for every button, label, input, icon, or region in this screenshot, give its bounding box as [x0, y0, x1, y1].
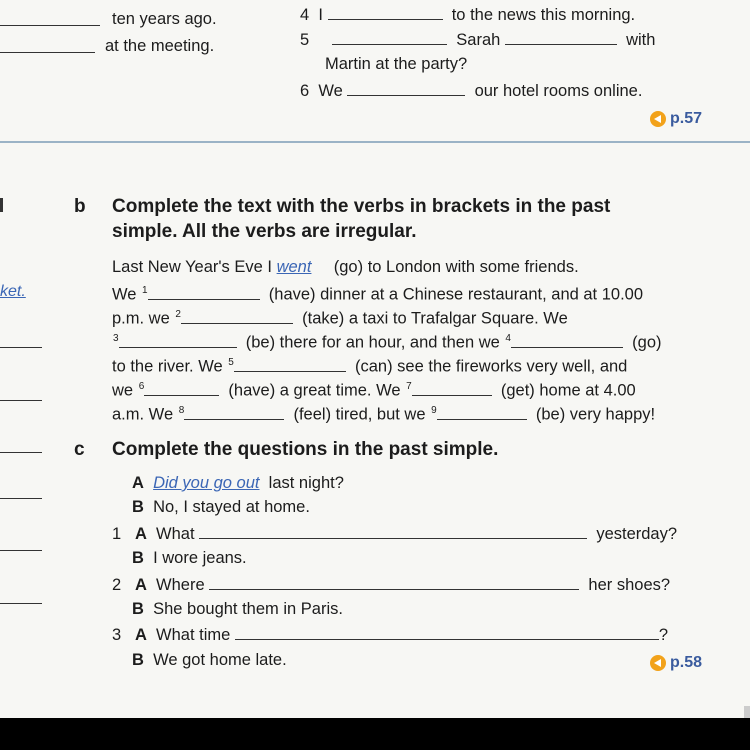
exercise-item-5: [300, 30, 655, 50]
text-line: [112, 257, 579, 277]
speaker-label: B: [132, 549, 144, 567]
exercise-text: We: [112, 285, 137, 304]
section-letter-b: b: [74, 196, 86, 217]
example-answer: Did you go out: [153, 474, 260, 492]
item-number: 5: [300, 31, 310, 49]
answer-blank: [347, 81, 465, 96]
question-1-reply: [132, 548, 247, 568]
answer-blank: [0, 25, 100, 26]
blank-number: 4: [505, 333, 511, 344]
speaker-label: A: [132, 474, 144, 492]
margin-blank: [0, 347, 42, 348]
exercise-text: I wore jeans.: [153, 549, 247, 567]
exercise-text: We: [318, 82, 343, 100]
answer-blank: [181, 309, 293, 324]
item-number: 6: [300, 82, 310, 100]
text-line: [112, 329, 662, 353]
section-b-heading: simple. All the verbs are irregular.: [112, 221, 417, 242]
exercise-text: to the news this morning.: [451, 6, 636, 24]
exercise-text: She bought them in Paris.: [153, 600, 343, 618]
exercise-text: We got home late.: [153, 651, 287, 669]
speaker-label: A: [134, 576, 147, 594]
arrow-left-icon: [650, 655, 666, 671]
answer-blank: [505, 30, 617, 45]
example-reply: [132, 497, 310, 517]
exercise-text: p.m. we: [112, 309, 170, 328]
section-c-heading: Complete the questions in the past simple.: [112, 439, 499, 460]
exercise-text: a.m. We: [112, 405, 174, 424]
answer-blank: [148, 285, 260, 300]
exercise-text: What: [156, 525, 195, 543]
exercise-text: (can) see the fireworks very well, and: [355, 357, 628, 376]
answer-blank: [332, 30, 447, 45]
text-line: [112, 305, 568, 329]
item-number: 1: [112, 525, 122, 543]
blank-number: 5: [228, 357, 234, 368]
exercise-item-4: [300, 5, 635, 25]
exercise-text: we: [112, 381, 134, 400]
text-line: [112, 353, 627, 377]
speaker-label: B: [132, 498, 144, 516]
exercise-text: Where: [156, 576, 205, 594]
exercise-text: ten years ago.: [112, 10, 217, 28]
exercise-text: her shoes?: [588, 576, 671, 594]
exercise-text: Last New Year's Eve I: [112, 258, 272, 276]
margin-blank: [0, 498, 42, 499]
speaker-label: A: [134, 525, 147, 543]
blank-number: 7: [406, 381, 412, 392]
answer-blank: [184, 405, 284, 420]
exercise-text: (take) a taxi to Trafalgar Square. We: [302, 309, 568, 328]
exercise-text: (have) a great time. We: [228, 381, 401, 400]
speaker-label: B: [132, 651, 144, 669]
section-divider: [0, 141, 750, 143]
exercise-text: our hotel rooms online.: [474, 82, 643, 100]
section-letter-c: c: [74, 439, 85, 460]
margin-blank: [0, 452, 42, 453]
page-corner: [744, 706, 750, 718]
question-2-reply: [132, 599, 343, 619]
page-reference-label: p.58: [670, 654, 703, 671]
exercise-text: No, I stayed at home.: [153, 498, 310, 516]
blank-number: 2: [175, 309, 181, 320]
margin-blank: [0, 550, 42, 551]
exercise-text: (go): [632, 333, 662, 352]
answer-blank: [209, 575, 579, 590]
exercise-text: (be) there for an hour, and then we: [245, 333, 500, 352]
answer-blank: [412, 381, 492, 396]
blank-number: 3: [113, 333, 119, 344]
sidebar-fragment: ket.: [0, 283, 26, 300]
item-number: 3: [112, 626, 122, 644]
exercise-text: Martin at the party?: [325, 55, 468, 73]
question-2: [112, 575, 670, 595]
answer-blank: [234, 357, 346, 372]
blank-number: 6: [138, 381, 145, 392]
answer-blank: [235, 625, 659, 640]
page-reference-link[interactable]: [650, 110, 702, 128]
answer-blank: [511, 333, 623, 348]
answer-blank: [144, 381, 219, 396]
answer-blank: [199, 524, 587, 539]
text-line: [112, 401, 655, 425]
item-number: 2: [112, 576, 122, 594]
exercise-text: I: [318, 6, 323, 24]
blank-number: 9: [431, 405, 437, 416]
exercise-text: (have) dinner at a Chinese restaurant, and at 10.00: [268, 285, 644, 304]
speaker-label: A: [134, 626, 147, 644]
margin-blank: [0, 400, 42, 401]
example-question: [132, 473, 344, 493]
arrow-left-icon: [650, 111, 666, 127]
exercise-text: (feel) tired, but we: [293, 405, 426, 424]
exercise-text: ?: [658, 626, 669, 644]
margin-blank: [0, 603, 42, 604]
section-b-heading: Complete the text with the verbs in brackets in the past: [112, 196, 611, 217]
blank-number: 8: [178, 405, 185, 416]
question-3: [112, 625, 668, 645]
question-3-reply: [132, 650, 287, 670]
speaker-label: B: [132, 600, 144, 618]
answer-blank: [119, 333, 237, 348]
page-reference-link[interactable]: [650, 654, 702, 672]
answer-blank: [328, 5, 443, 20]
question-1: [112, 524, 677, 544]
exercise-text: What time: [156, 626, 231, 644]
answer-blank: [0, 52, 95, 53]
exercise-text: with: [626, 31, 656, 49]
exercise-text: yesterday?: [596, 525, 678, 543]
exercise-text: (be) very happy!: [535, 405, 656, 424]
text-line: [112, 377, 636, 401]
exercise-text: (go) to London with some friends.: [333, 258, 579, 276]
exercise-item-6: [300, 81, 642, 101]
exercise-text: (get) home at 4.00: [500, 381, 636, 400]
exercise-text: last night?: [268, 474, 344, 492]
example-answer: went: [276, 258, 312, 276]
exercise-text: at the meeting.: [105, 37, 215, 55]
page-reference-label: p.57: [670, 110, 703, 127]
exercise-text: to the river. We: [112, 357, 223, 376]
item-number: 4: [300, 6, 310, 24]
blank-number: 1: [142, 285, 148, 296]
margin-mark: [0, 198, 3, 212]
exercise-text: Sarah: [456, 31, 501, 49]
text-line: [112, 281, 643, 305]
answer-blank: [437, 405, 527, 420]
